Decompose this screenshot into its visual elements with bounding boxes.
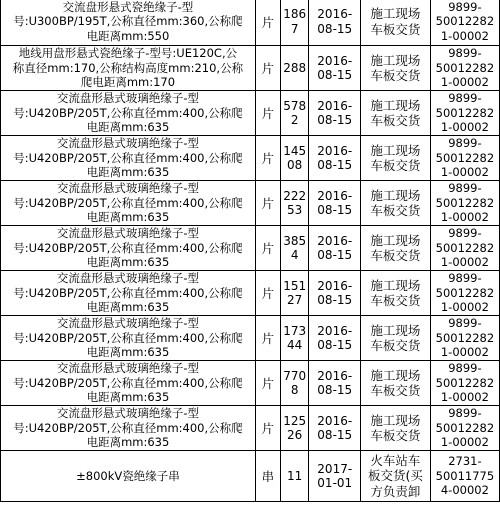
cell-line: 1-00002	[440, 75, 489, 90]
project-code-cell	[430, 316, 499, 361]
unit-cell: 串	[255, 451, 280, 502]
cell-line: 施工现场	[370, 142, 421, 158]
unit-cell: 片	[255, 271, 280, 316]
quantity-cell	[280, 46, 309, 91]
cell-line: 号:U420BP/205T,公称直径mm:400,公称爬	[13, 330, 243, 345]
desc-cell	[1, 361, 256, 406]
cell-line: 施工现场	[370, 322, 421, 338]
cell-line: 44	[287, 338, 303, 352]
delivery-place-cell	[361, 0, 431, 46]
quantity-cell	[280, 406, 309, 451]
cell-line: 2016-	[317, 368, 353, 383]
cell-line: 1-00002	[440, 345, 489, 360]
cell-line: 8	[290, 383, 299, 397]
cell-line: 08-15	[317, 68, 353, 82]
cell-line: 08-15	[317, 21, 353, 36]
cell-line: 号:U420BP/205T,公称直径mm:400,公称爬	[13, 375, 243, 390]
project-code-cell	[430, 136, 499, 181]
table-row	[1, 361, 500, 406]
cell-line: 50012282	[435, 150, 495, 165]
delivery-place-cell	[361, 316, 431, 361]
desc-cell	[1, 226, 256, 271]
cell-line: 号:U300BP/195T,公称直径mm:360,公称爬	[13, 14, 243, 29]
cell-line: 151	[283, 278, 307, 293]
cell-line: 50012282	[435, 14, 495, 29]
cell-line: ±800kV瓷绝缘子串	[76, 468, 180, 483]
table-row	[1, 91, 500, 136]
desc-cell	[1, 136, 256, 181]
quantity-cell	[280, 316, 309, 361]
delivery-place-cell	[361, 226, 431, 271]
cell-line: 50012282	[435, 285, 495, 300]
quantity-cell	[280, 451, 309, 502]
cell-line: 1-00002	[440, 435, 489, 450]
quantity-cell	[280, 136, 309, 181]
cell-line: 50012282	[435, 240, 495, 255]
delivery-place-cell	[361, 91, 431, 136]
cell-line: 53	[287, 203, 303, 217]
table-row	[1, 0, 500, 46]
project-code-cell	[430, 226, 499, 271]
cell-line: 9899-	[448, 316, 482, 331]
cell-line: 号:U420BP/205T,公称直径mm:400,公称爬	[13, 285, 243, 300]
cell-line: 50012282	[435, 330, 495, 345]
project-code-cell	[430, 361, 499, 406]
cell-line: 08-15	[317, 203, 353, 217]
table-row	[1, 271, 500, 316]
table-row	[1, 406, 500, 451]
table-row	[1, 46, 500, 91]
cell-line: 电距离mm:635	[86, 165, 170, 180]
unit-cell: 片	[255, 46, 280, 91]
cell-line: 2016-	[317, 413, 353, 428]
cell-line: 50012282	[435, 375, 495, 390]
quantity-cell	[280, 181, 309, 226]
cell-line: 222	[283, 188, 307, 203]
delivery-place-cell	[361, 181, 431, 226]
cell-line: 车板交货	[370, 158, 421, 173]
table-row	[1, 451, 500, 502]
cell-line: 1-00002	[440, 255, 489, 270]
cell-line: 电距离mm:635	[86, 120, 170, 135]
cell-line: 9899-	[448, 406, 482, 421]
project-code-cell	[430, 406, 499, 451]
cell-line: 电距离mm:635	[86, 390, 170, 405]
quantity-cell	[280, 226, 309, 271]
cell-line: 电距离mm:635	[86, 255, 170, 270]
delivery-place-cell	[361, 136, 431, 181]
cell-line: 08-15	[317, 293, 353, 307]
cell-line: 车板交货	[370, 293, 421, 308]
cell-line: 交流盘形悬式玻璃绝缘子-型	[56, 226, 200, 241]
desc-cell	[1, 316, 256, 361]
cell-line: 交流盘形悬式玻璃绝缘子-型	[56, 406, 200, 421]
cell-line: 车板交货	[370, 383, 421, 398]
quantity-cell	[280, 0, 309, 46]
cell-line: 车板交货	[370, 338, 421, 353]
cell-line: 交流盘形悬式玻璃绝缘子-型	[56, 316, 200, 331]
cell-line: 称直径mm:170,公称结构高度mm:210,公称	[12, 60, 244, 75]
cell-line: 173	[283, 323, 307, 338]
cell-line: 288	[283, 60, 307, 75]
cell-line: 号:U420BP/205T,公称直径mm:400,公称爬	[13, 150, 243, 165]
cell-line: 交流盘形悬式玻璃绝缘子-型	[56, 91, 200, 106]
cell-line: 车板交货	[370, 113, 421, 128]
project-code-cell	[430, 271, 499, 316]
cell-line: 施工现场	[370, 52, 421, 68]
cell-line: 2016-	[317, 7, 353, 21]
table-row	[1, 316, 500, 361]
cell-line: 电距离mm:550	[86, 28, 170, 43]
cell-line: 交流盘形悬式玻璃绝缘子-型	[56, 181, 200, 196]
cell-line: 电距离mm:635	[86, 210, 170, 225]
delivery-date-cell	[309, 406, 361, 451]
cell-line: 号:U420BP/205T,公称直径mm:400,公称爬	[13, 420, 243, 435]
cell-line: 145	[283, 143, 307, 158]
cell-line: 2016-	[317, 233, 353, 248]
delivery-date-cell	[309, 316, 361, 361]
cell-line: 交流盘形悬式玻璃绝缘子-型	[56, 361, 200, 376]
cell-line: 1-00002	[440, 28, 489, 43]
cell-line: 08-15	[317, 428, 353, 442]
cell-line: 50012282	[435, 420, 495, 435]
cell-line: 2016-	[317, 143, 353, 158]
cell-line: 施工现场	[370, 187, 421, 203]
cell-line: 9899-	[448, 46, 482, 61]
project-code-cell	[430, 181, 499, 226]
cell-line: 交流盘形悬式瓷绝缘子-型	[62, 0, 194, 14]
project-code-cell	[430, 91, 499, 136]
cell-line: 2016-	[317, 98, 353, 113]
cell-line: 施工现场	[370, 97, 421, 113]
cell-line: 板交货(买	[367, 468, 423, 484]
delivery-date-cell	[309, 0, 361, 46]
cell-line: 交流盘形悬式玻璃绝缘子-型	[56, 136, 200, 151]
cell-line: 08-15	[317, 383, 353, 397]
unit-cell: 片	[255, 316, 280, 361]
cell-line: 号:U420BP/205T,公称直径mm:400,公称爬	[13, 240, 243, 255]
cell-line: 号:U420BP/205T,公称直径mm:400,公称爬	[13, 105, 243, 120]
cell-line: 2016-	[317, 53, 353, 68]
unit-cell: 片	[255, 91, 280, 136]
cell-line: 2017-	[317, 461, 353, 476]
project-code-cell	[430, 46, 499, 91]
cell-line: 50012282	[435, 60, 495, 75]
cell-line: 1-00002	[440, 120, 489, 135]
project-code-cell	[430, 451, 499, 502]
cell-line: 车板交货	[370, 428, 421, 443]
cell-line: 01-01	[317, 476, 353, 490]
cell-line: 2	[290, 113, 299, 127]
project-code-cell	[430, 0, 499, 46]
table-row	[1, 181, 500, 226]
delivery-place-cell	[361, 451, 431, 502]
cell-line: 4-00002	[440, 483, 489, 498]
delivery-date-cell	[309, 271, 361, 316]
cell-line: 9899-	[448, 0, 482, 14]
desc-cell	[1, 0, 256, 46]
cell-line: 50012282	[435, 195, 495, 210]
delivery-date-cell	[309, 451, 361, 502]
cell-line: 电距离mm:635	[86, 345, 170, 360]
desc-cell	[1, 451, 256, 502]
cell-line: 11	[287, 468, 303, 483]
quantity-cell	[280, 91, 309, 136]
cell-line: 9899-	[448, 91, 482, 106]
cell-line: 9899-	[448, 361, 482, 376]
delivery-date-cell	[309, 46, 361, 91]
unit-cell: 片	[255, 136, 280, 181]
cell-line: 车板交货	[370, 68, 421, 83]
cell-line: 交流盘形悬式玻璃绝缘子-型	[56, 271, 200, 286]
cell-line: 578	[283, 98, 307, 113]
cell-line: 车板交货	[370, 203, 421, 218]
table-row	[1, 136, 500, 181]
cell-line: 施工现场	[370, 367, 421, 383]
cell-line: 08-15	[317, 113, 353, 127]
desc-cell	[1, 406, 256, 451]
delivery-date-cell	[309, 361, 361, 406]
delivery-date-cell	[309, 136, 361, 181]
cell-line: 2016-	[317, 188, 353, 203]
cell-line: 施工现场	[370, 6, 421, 21]
cell-line: 施工现场	[370, 232, 421, 248]
delivery-place-cell	[361, 361, 431, 406]
cell-line: 08-15	[317, 158, 353, 172]
cell-line: 7	[290, 21, 299, 36]
cell-line: 125	[283, 413, 307, 428]
cell-line: 1-00002	[440, 210, 489, 225]
table-row	[1, 226, 500, 271]
cell-line: 9899-	[448, 271, 482, 286]
unit-cell: 片	[255, 361, 280, 406]
desc-cell	[1, 271, 256, 316]
cell-line: 1-00002	[440, 165, 489, 180]
cell-line: 27	[287, 293, 303, 307]
delivery-place-cell	[361, 406, 431, 451]
cell-line: 9899-	[448, 226, 482, 241]
cell-line: 2016-	[317, 323, 353, 338]
cell-line: 1-00002	[440, 390, 489, 405]
cell-line: 爬电距离mm:170	[80, 75, 176, 90]
cell-line: 方负责卸	[370, 483, 421, 499]
delivery-place-cell	[361, 271, 431, 316]
cell-line: 08-15	[317, 338, 353, 352]
cell-line: 385	[283, 233, 307, 248]
cell-line: 施工现场	[370, 277, 421, 293]
unit-cell: 片	[255, 0, 280, 46]
quantity-cell	[280, 271, 309, 316]
desc-cell	[1, 91, 256, 136]
cell-line: 50011775	[435, 468, 495, 483]
cell-line: 4	[290, 248, 299, 262]
unit-cell: 片	[255, 406, 280, 451]
cell-line: 2731-	[448, 454, 482, 469]
cell-line: 地线用盘形悬式瓷绝缘子-型号:UE120C,公	[18, 46, 238, 61]
cell-line: 2016-	[317, 278, 353, 293]
unit-cell: 片	[255, 181, 280, 226]
delivery-date-cell	[309, 181, 361, 226]
cell-line: 186	[283, 7, 307, 21]
cell-line: 26	[287, 428, 303, 442]
table-body	[1, 0, 500, 502]
cell-line: 9899-	[448, 181, 482, 196]
desc-cell	[1, 181, 256, 226]
delivery-date-cell	[309, 226, 361, 271]
delivery-date-cell	[309, 91, 361, 136]
desc-cell	[1, 46, 256, 91]
cell-line: 08	[287, 158, 303, 172]
unit-cell: 片	[255, 226, 280, 271]
cell-line: 9899-	[448, 136, 482, 151]
cell-line: 施工现场	[370, 412, 421, 428]
quantity-cell	[280, 361, 309, 406]
cell-line: 08-15	[317, 248, 353, 262]
cell-line: 1-00002	[440, 300, 489, 315]
delivery-place-cell	[361, 46, 431, 91]
cell-line: 电距离mm:635	[86, 435, 170, 450]
cell-line: 电距离mm:635	[86, 300, 170, 315]
cell-line: 770	[283, 368, 307, 383]
cell-line: 车板交货	[370, 248, 421, 263]
cell-line: 50012282	[435, 105, 495, 120]
cell-line: 号:U420BP/205T,公称直径mm:400,公称爬	[13, 195, 243, 210]
cell-line: 车板交货	[370, 21, 421, 37]
cell-line: 火车站车	[370, 452, 421, 468]
